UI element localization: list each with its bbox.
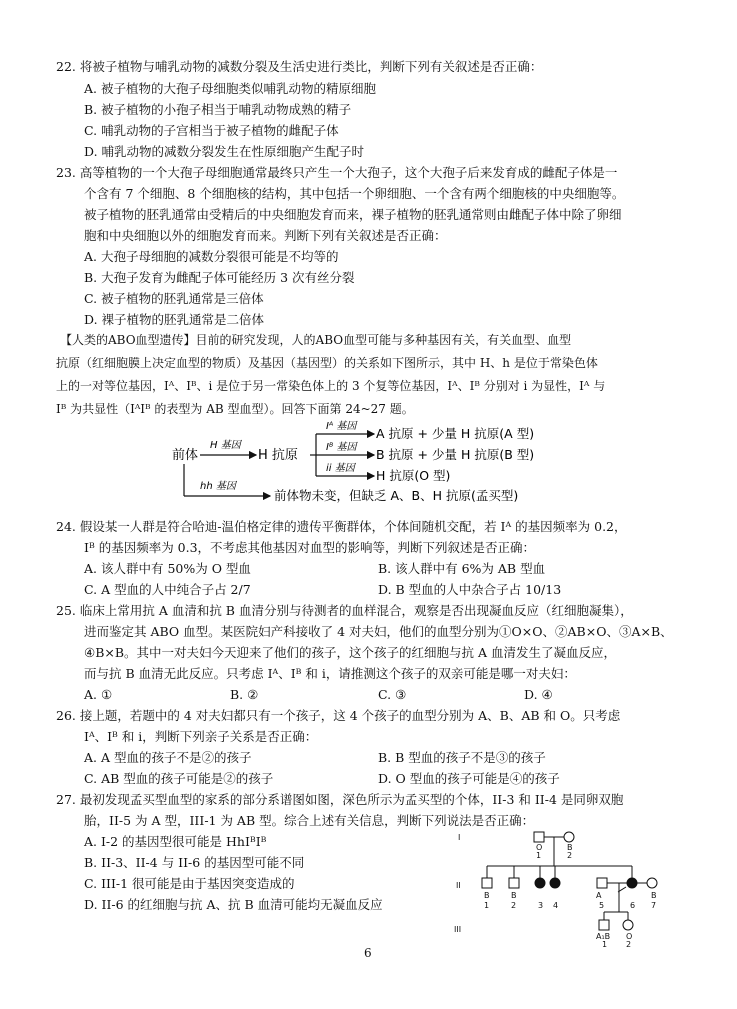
II-3-num: 3 [538, 901, 544, 910]
q25-line-2: 进而鉴定其 ABO 血型。某医院妇产科接收了 4 对夫妇，他们的血型分别为①O×O、②AB×O、③A×B、 [84, 624, 673, 639]
q27-option-c: C. III-1 很可能是由于基因突变造成的 [84, 876, 295, 891]
pedigree-II-1 [482, 878, 492, 888]
diagram-hh-gene: hh 基因 [200, 481, 236, 492]
abo-intro-line-3: 上的一对等位基因，Iᴬ、Iᴮ、i 是位于另一常染色体上的 3 个复等位基因，Iᴬ、Iᴮ 分别对 i 为显性，Iᴬ 与 [56, 379, 606, 393]
gen-3-label: III [454, 925, 462, 934]
q27-option-b: B. II-3、II-4 与 II-6 的基因型可能不同 [84, 855, 305, 870]
pedigree-III-2-type: O [626, 932, 633, 941]
II-5-type: A [596, 891, 602, 900]
diagram-ii-gene: ii 基因 [326, 463, 355, 474]
pedigree-I-2-type: B [567, 843, 573, 852]
II-7-num: 7 [651, 901, 657, 910]
pedigree-II-4 [550, 878, 560, 888]
q24-option-c: C. A 型血的人中纯合子占 2/7 [84, 582, 251, 597]
q25-line-1: 25. 临床上常用抗 A 血清和抗 B 血清分别与待测者的血样混合，观察是否出现凝血反应（红细胞凝集）， [56, 603, 633, 618]
diagram-h-antigen: H 抗原 [258, 448, 298, 463]
q22-stem: 22. 将被子植物与哺乳动物的减数分裂及生活史进行类比，判断下列有关叙述是否正确： [56, 59, 543, 74]
q26-line-2: Iᴬ、Iᴮ 和 i，判断下列亲子关系是否正确： [84, 729, 318, 744]
q27-line-2: 胎，II-5 为 A 型，III-1 为 AB 型。综合上述有关信息，判断下列说法是否正确： [84, 813, 535, 828]
q26-option-c: C. AB 型血的孩子可能是②的孩子 [84, 771, 274, 786]
pedigree-II-5 [597, 878, 607, 888]
q25-line-4: 而与抗 B 血清无此反应。只考虑 Iᴬ、Iᴮ 和 i，请推测这个孩子的双亲可能是哪一对夫妇： [84, 666, 576, 681]
q24-option-b: B. 该人群中有 6%为 AB 型血 [378, 561, 546, 576]
q22-option-c: C. 哺乳动物的子宫相当于被子植物的雌配子体 [84, 123, 339, 138]
q25-option-d: D. ④ [524, 687, 553, 702]
q24-option-d: D. B 型血的人中杂合子占 10/13 [378, 582, 562, 597]
diagram-out-a: A 抗原 + 少量 H 抗原(A 型) [376, 426, 535, 441]
pedigree-I-2 [564, 832, 574, 842]
diagram-precursor: 前体 [172, 448, 199, 463]
q25-option-a: A. ① [84, 687, 113, 702]
abo-pathway-diagram [170, 418, 590, 510]
q23-line-3: 被子植物的胚乳通常由受精后的中央细胞发育而来，裸子植物的胚乳通常则由雌配子体中除了卵细 [84, 207, 622, 222]
pedigree-III-1 [599, 920, 609, 930]
II-2-num: 2 [511, 901, 517, 910]
II-1-type: B [484, 891, 490, 900]
q22-option-d: D. 哺乳动物的减数分裂发生在性原细胞产生配子时 [84, 144, 365, 159]
q24-line-1: 24. 假设某一人群是符合哈迪-温伯格定律的遗传平衡群体，个体间随机交配，若 Iᴬ 的基因频率为 0.2， [56, 519, 627, 534]
pedigree-II-7 [647, 878, 657, 888]
q23-option-c: C. 被子植物的胚乳通常是三倍体 [84, 291, 264, 306]
abo-intro-line-4: Iᴮ 为共显性（IᴬIᴮ 的表型为 AB 型血型）。回答下面第 24~27 题。 [56, 402, 414, 416]
gen-1-label: I [458, 833, 461, 842]
q23-option-b: B. 大孢子发育为雌配子体可能经历 3 次有丝分裂 [84, 270, 355, 285]
q23-option-d: D. 裸子植物的胚乳通常是二倍体 [84, 312, 265, 327]
q23-line-4: 胞和中央细胞以外的细胞发育而来。判断下列有关叙述是否正确： [84, 228, 447, 243]
q27-line-1: 27. 最初发现孟买型血型的家系的部分系谱图如图，深色所示为孟买型的个体，II-3 和 II-4 是同卵双胞 [56, 792, 624, 807]
diagram-ia-gene: Iᴬ 基因 [326, 421, 357, 432]
q25-option-b: B. ② [230, 687, 259, 702]
abo-intro-line-1: 【人类的ABO血型遗传】目前的研究发现，人的ABO血型可能与多种基因有关，有关血型、血型 [60, 333, 572, 347]
q25-line-3: ④B×B。其中一对夫妇今天迎来了他们的孩子，这个孩子的红细胞与抗 A 血清发生了凝血反应， [84, 645, 617, 660]
pedigree-III-2 [623, 920, 633, 930]
q26-option-d: D. O 型血的孩子可能是④的孩子 [378, 771, 560, 786]
II-4-num: 4 [553, 901, 559, 910]
pedigree-I-1-type: O [536, 843, 543, 852]
pedigree-I-1-num: 1 [536, 851, 542, 860]
pedigree-II-2 [509, 878, 519, 888]
q24-line-2: Iᴮ 的基因频率为 0.3，不考虑其他基因对血型的影响等，判断下列叙述是否正确： [84, 540, 536, 555]
q26-option-b: B. B 型血的孩子不是③的孩子 [378, 750, 546, 765]
q25-option-c: C. ③ [378, 687, 407, 702]
pedigree-II-3 [535, 878, 545, 888]
II-2-type: B [511, 891, 517, 900]
q22-option-b: B. 被子植物的小孢子相当于哺乳动物成熟的精子 [84, 102, 352, 117]
diagram-h-gene: H 基因 [210, 440, 241, 451]
pedigree-III-2-num: 2 [626, 940, 632, 948]
q24-option-a: A. 该人群中有 50%为 O 型血 [84, 561, 251, 576]
pedigree-I-1 [534, 832, 544, 842]
diagram-out-bombay: 前体物未变，但缺乏 A、B、H 抗原(孟买型) [274, 488, 519, 503]
abo-intro-line-2: 抗原（红细胞膜上决定血型的物质）及基因（基因型）的关系如下图所示，其中 H、h 是位于常染色体 [56, 356, 598, 370]
gen-2-label: II [456, 881, 461, 890]
pedigree-II-6 [627, 878, 637, 888]
diagram-out-o: H 抗原(O 型) [376, 468, 451, 483]
q27-option-d: D. II-6 的红细胞与抗 A、抗 B 血清可能均无凝血反应 [84, 897, 383, 912]
q27-option-a: A. I-2 的基因型很可能是 HhIᴮIᴮ [84, 834, 267, 849]
diagram-out-b: B 抗原 + 少量 H 抗原(B 型) [376, 447, 535, 462]
q22-option-a: A. 被子植物的大孢子母细胞类似哺乳动物的精原细胞 [84, 81, 376, 96]
II-5-num: 5 [599, 901, 605, 910]
pedigree-III-1-type: A₁B [596, 932, 611, 941]
II-6-num: 6 [630, 901, 636, 910]
q26-line-1: 26. 接上题，若题中的 4 对夫妇都只有一个孩子，这 4 个孩子的血型分别为 A、B、AB 和 O。只考虑 [56, 708, 621, 723]
pedigree-III-1-num: 1 [602, 940, 608, 948]
II-1-num: 1 [484, 901, 490, 910]
q23-line-1: 23. 高等植物的一个大孢子母细胞通常最终只产生一个大孢子，这个大孢子后来发育成的雌配子体是一 [56, 165, 618, 180]
II-7-type: B [651, 891, 657, 900]
page-number: 6 [364, 946, 372, 960]
q23-option-a: A. 大孢子母细胞的减数分裂很可能是不均等的 [84, 249, 339, 264]
q26-option-a: A. A 型血的孩子不是②的孩子 [84, 750, 252, 765]
diagram-ib-gene: Iᴮ 基因 [326, 442, 357, 453]
pedigree-I-2-num: 2 [567, 851, 573, 860]
pedigree-chart [452, 828, 682, 948]
q23-line-2: 个含有 7 个细胞、8 个细胞核的结构，其中包括一个卵细胞、一个含有两个细胞核的中央细胞等。 [84, 186, 625, 201]
